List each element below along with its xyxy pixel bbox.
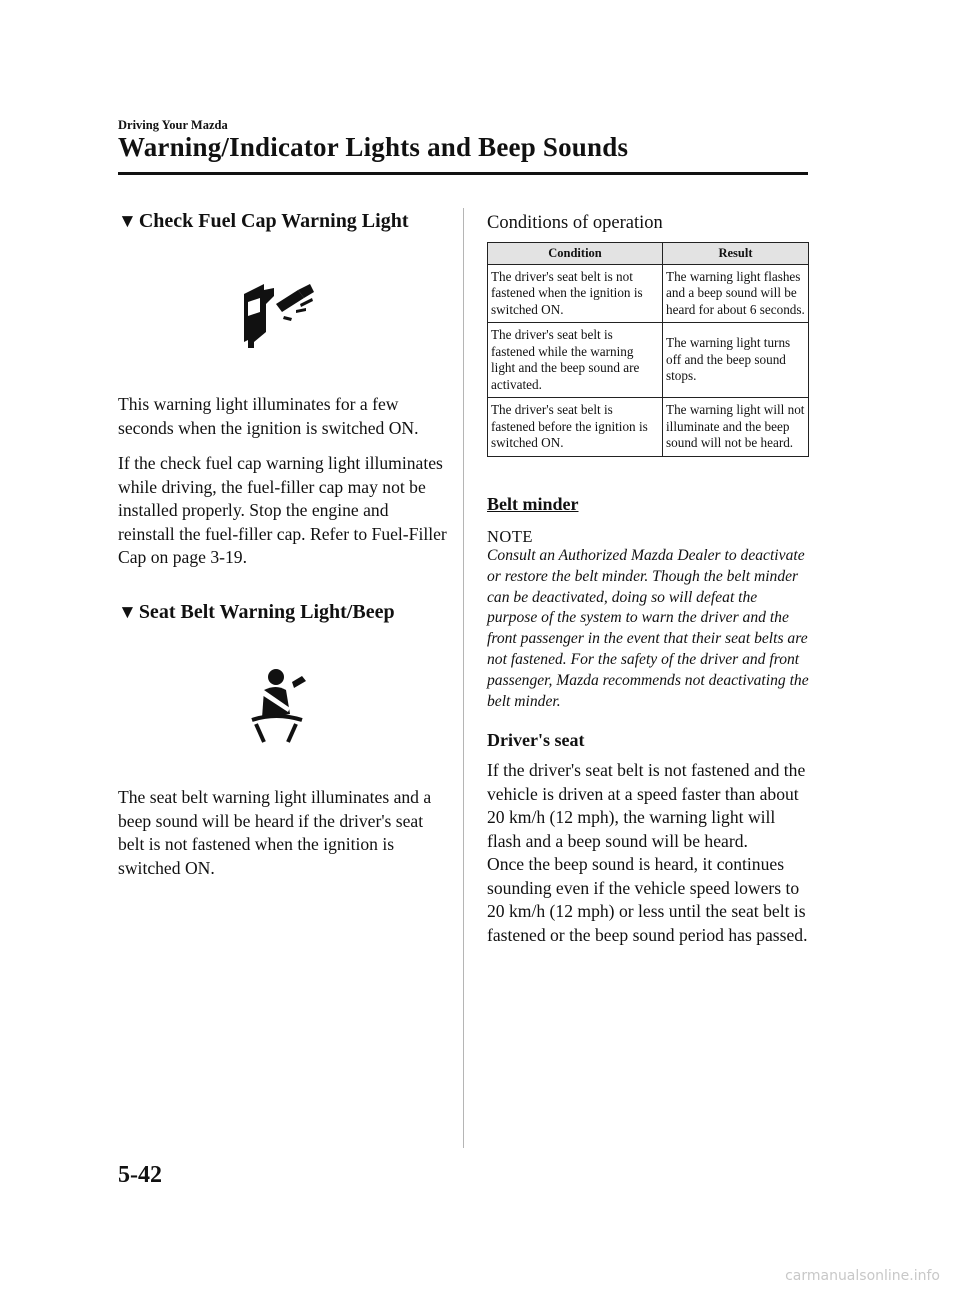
conditions-title: Conditions of operation	[487, 213, 663, 233]
belt-minder-heading: Belt minder	[487, 494, 579, 514]
seat-belt-para-1: The seat belt warning light illuminates and a beep sound will be heard if the driver's seat belt is not fastened when the ignition is switched ON.	[118, 787, 432, 878]
drivers-seat-para-1: If the driver's seat belt is not fastened and the vehicle is driven at a speed faster than about 20 km/h (12 mph), the warning light will flash and a beep sound will be heard.	[487, 760, 806, 851]
fuel-cap-heading: ▼ Check Fuel Cap Warning Light	[118, 210, 409, 232]
chapter-label: Driving Your Mazda	[118, 118, 228, 132]
table-row	[488, 398, 809, 457]
page-number: 5-42	[118, 1162, 162, 1188]
title-rule	[118, 172, 808, 175]
fuel-cap-warning-icon	[240, 282, 316, 348]
fuel-cap-para-2: If the check fuel cap warning light illuminates while driving, the fuel-filler cap may not be installed properly. Stop the engine and reinstall the fuel-filler cap. Refer to Fuel-Filler Cap on page 3-19.	[118, 453, 447, 567]
note-text: Consult an Authorized Mazda Dealer to deactivate or restore the belt minder. Though the belt minder can be deactivated, doing so will defeat the purpose of the system to warn the driver and the front passenger in the event that their seat belts are not fastened. For the safety of the driver and front passenger, Mazda recommends not deactivating the belt minder.	[487, 547, 809, 710]
page-title: Warning/Indicator Lights and Beep Sounds	[118, 132, 629, 162]
seat-belt-text	[118, 786, 448, 892]
drivers-seat-heading: Driver's seat	[487, 730, 585, 750]
triangle-bullet-icon: ▼	[118, 602, 137, 623]
table-cell-condition: The driver's seat belt is fastened before the ignition is switched ON.	[488, 398, 663, 457]
column-header-result: Result	[663, 243, 809, 265]
table-row	[488, 264, 809, 323]
drivers-seat-text	[487, 759, 809, 947]
table-cell-result: The warning light flashes and a beep sound will be heard for about 6 seconds.	[663, 264, 809, 323]
table-row	[488, 323, 809, 398]
triangle-bullet-icon: ▼	[118, 211, 137, 232]
column-header-condition: Condition	[488, 243, 663, 265]
fuel-cap-text	[118, 393, 448, 582]
table-header-row	[488, 243, 809, 265]
table-cell-result: The warning light will not illuminate and the beep sound will not be heard.	[663, 398, 809, 457]
conditions-table-wrap	[487, 242, 809, 457]
table-cell-condition: The driver's seat belt is not fastened when the ignition is switched ON.	[488, 264, 663, 323]
column-divider	[463, 208, 464, 1148]
drivers-seat-para-2: Once the beep sound is heard, it continues sounding even if the vehicle speed lowers to 20 km/h (12 mph) or less until the seat belt is fastened or the beep sound period has passed.	[487, 854, 808, 945]
seat-belt-warning-icon	[244, 668, 310, 744]
table-cell-condition: The driver's seat belt is fastened while the warning light and the beep sound are activated.	[488, 323, 663, 398]
conditions-table	[487, 242, 809, 457]
fuel-cap-para-1: This warning light illuminates for a few seconds when the ignition is switched ON.	[118, 394, 419, 438]
seat-belt-heading: ▼ Seat Belt Warning Light/Beep	[118, 601, 395, 623]
note-label: NOTE	[487, 527, 533, 546]
table-cell-result: The warning light turns off and the beep sound stops.	[663, 323, 809, 398]
watermark: carmanualsonline.info	[785, 1268, 940, 1284]
